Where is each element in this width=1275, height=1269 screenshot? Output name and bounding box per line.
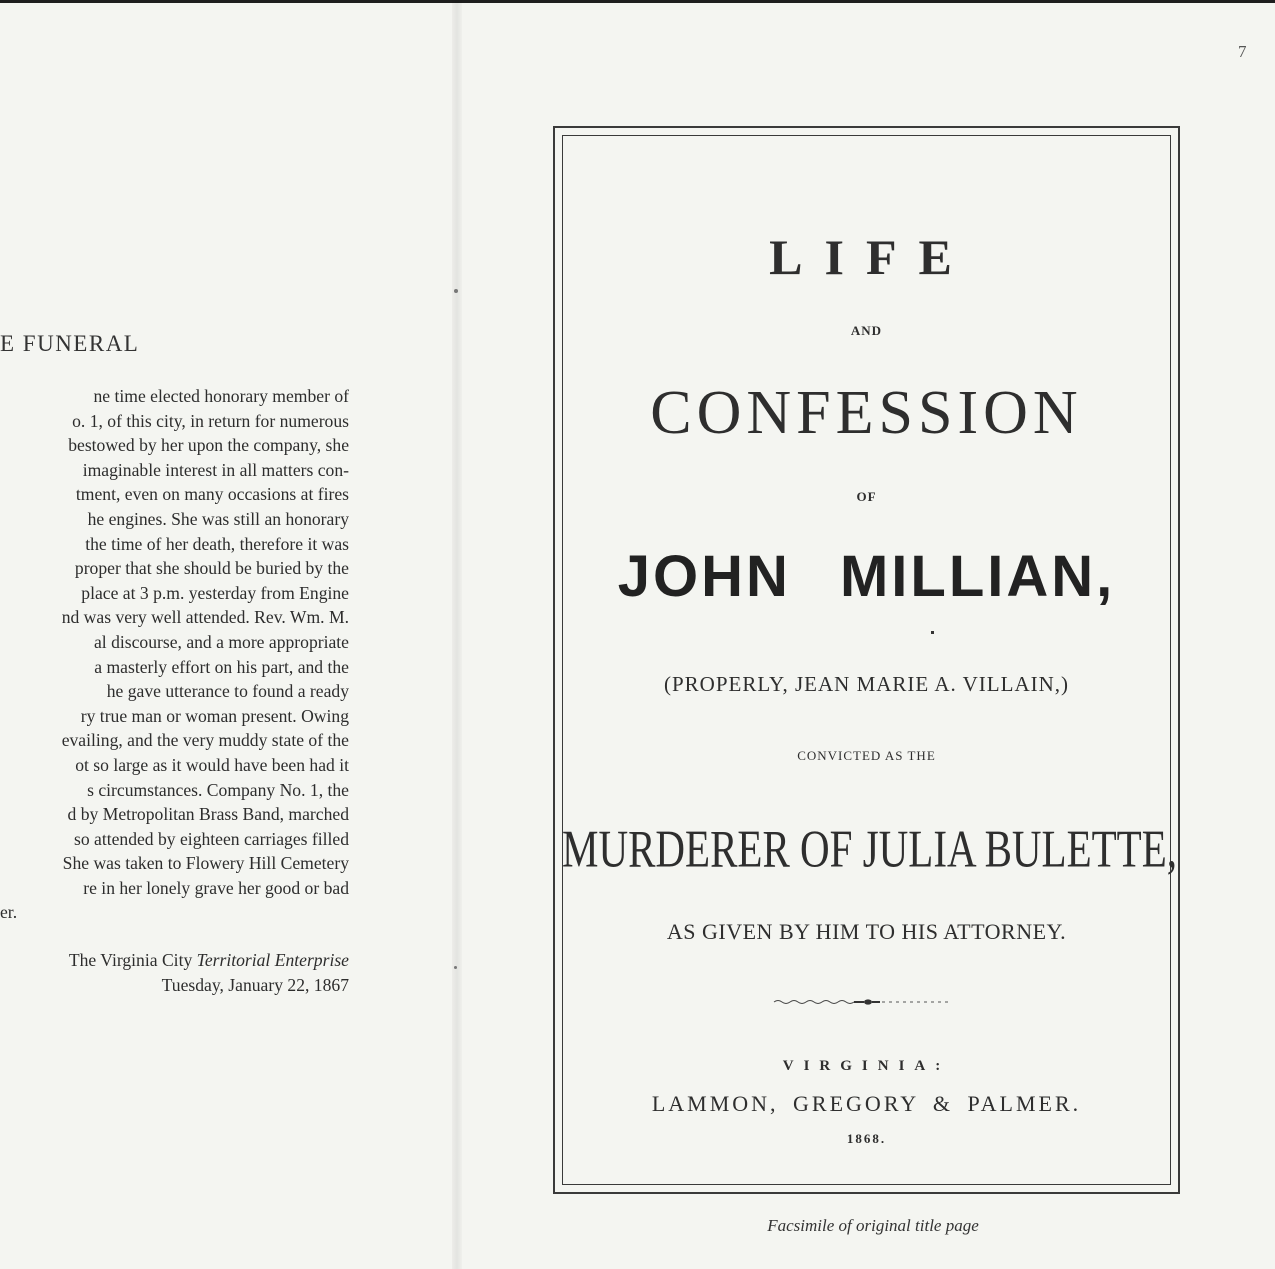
text-line: al discourse, and a more appropriate	[93, 631, 349, 652]
article-body	[0, 384, 349, 925]
text-line: place at 3 p.m. yesterday from Engine	[81, 582, 349, 603]
text-line: nd was very well attended. Rev. Wm. M.	[61, 607, 349, 628]
text-line: She was taken to Flowery Hill Cemetery	[62, 853, 349, 874]
title-and: AND	[850, 323, 883, 338]
left-page	[0, 0, 452, 1269]
title-properly: (PROPERLY, JEAN MARIE A. VILLAIN,)	[663, 672, 1070, 696]
title-convicted: CONVICTED AS THE	[797, 748, 936, 763]
text-line: so attended by eighteen carriages filled	[73, 828, 349, 849]
imprint-publisher: LAMMON, GREGORY & PALMER.	[651, 1091, 1082, 1116]
text-line: bestowed by her upon the company, she	[68, 435, 349, 456]
text-line: imaginable interest in all matters con-	[82, 459, 349, 480]
title-page-inner-border	[562, 135, 1177, 1185]
text-line: re in her lonely grave her good or bad	[83, 877, 349, 898]
text-line: proper that she should be buried by the	[74, 558, 349, 579]
page-number: 7	[1238, 42, 1247, 61]
section-heading: E FUNERAL	[0, 331, 140, 356]
source-line	[69, 948, 349, 973]
facsimile-caption: Facsimile of original title page	[767, 1216, 979, 1235]
imprint-year: 1868.	[846, 1131, 887, 1146]
text-line: s circumstances. Company No. 1, the	[87, 779, 349, 800]
text-line: the time of her death, therefore it was	[85, 533, 349, 554]
text-line: he engines. She was still an honorary	[87, 508, 349, 529]
text-line: tment, even on many occasions at fires	[75, 484, 349, 505]
text-line: o. 1, of this city, in return for numerous	[72, 410, 349, 431]
text-line: ne time elected honorary member of	[93, 386, 349, 406]
gutter-mark	[454, 289, 458, 293]
text-line: d by Metropolitan Brass Band, marched	[67, 804, 349, 825]
source-date: Tuesday, January 22, 1867	[161, 974, 349, 995]
title-life: LIFE	[769, 229, 974, 285]
text-line: evailing, and the very muddy state of the	[61, 730, 349, 751]
source-publication: Territorial Enterprise	[196, 950, 349, 970]
text-line: er.	[0, 902, 18, 923]
title-murderer: MURDERER OF JULIA BULETTE,	[562, 818, 1177, 879]
title-name: JOHN MILLIAN,	[617, 544, 1116, 609]
title-as-given: AS GIVEN BY HIM TO HIS ATTORNEY.	[666, 919, 1067, 944]
gutter-mark	[454, 966, 457, 969]
ornament-rule-icon	[772, 996, 954, 1008]
text-line: ry true man or woman present. Owing	[80, 705, 349, 726]
text-line: a masterly effort on his part, and the	[94, 656, 349, 677]
imprint-place: VIRGINIA:	[782, 1058, 951, 1074]
text-line: ot so large as it would have been had it	[75, 754, 349, 775]
book-gutter	[452, 0, 462, 1269]
text-line: he gave utterance to found a ready	[106, 681, 349, 702]
title-confession: CONFESSION	[650, 379, 1083, 447]
source-citation	[69, 948, 349, 997]
source-prefix: The Virginia City	[68, 950, 197, 970]
printer-dot	[931, 631, 934, 634]
title-of: OF	[856, 489, 877, 504]
